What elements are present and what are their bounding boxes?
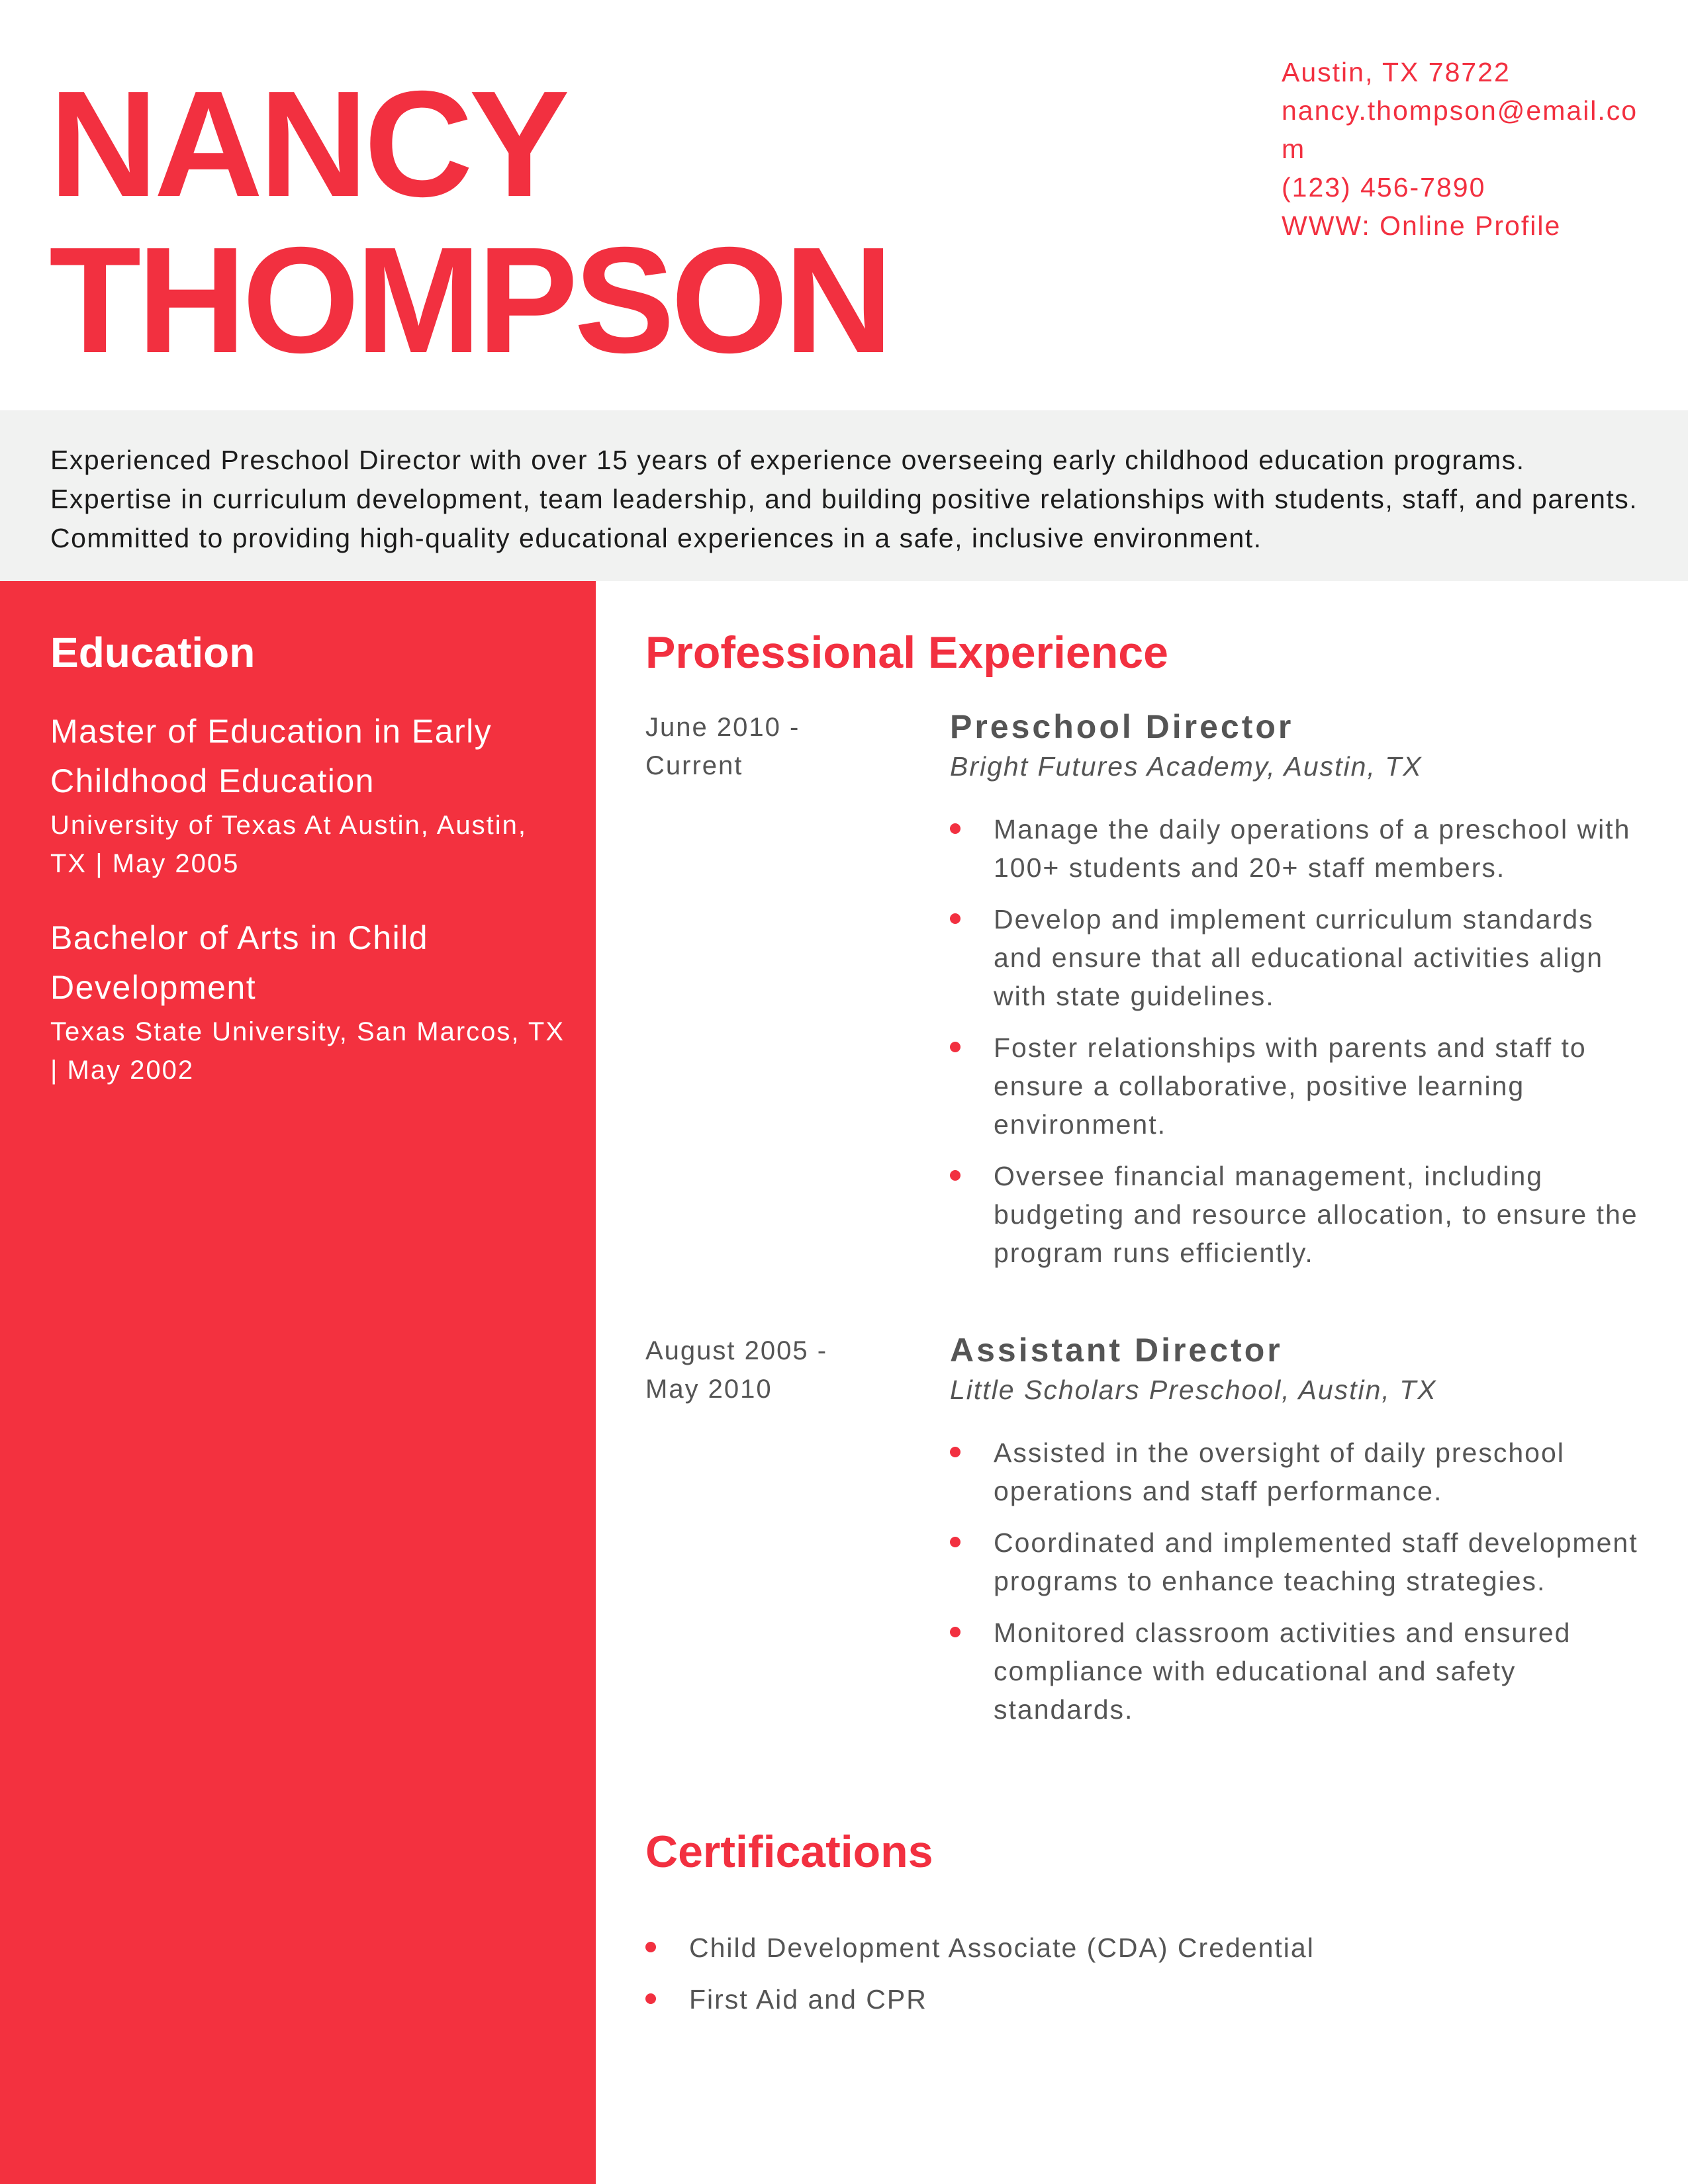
job-bullet [950, 810, 1652, 887]
bullet-dot-icon [950, 1627, 961, 1637]
education-sidebar [0, 581, 596, 2184]
job-bullet-text: Develop and implement curriculum standards and ensure that all educational activities align with state guidelines. [994, 904, 1604, 1011]
education-heading: Education [50, 629, 256, 676]
job-bullets [950, 1433, 1652, 1729]
bullet-dot-icon [950, 913, 961, 924]
certifications-heading: Certifications [645, 1827, 933, 1877]
job-company: Little Scholars Preschool, Austin, TX [950, 1375, 1437, 1405]
job-company: Bright Futures Academy, Austin, TX [950, 751, 1423, 782]
job-bullet-text: Assisted in the oversight of daily preschool operations and staff performance. [994, 1437, 1565, 1506]
job-bullet-text: Oversee financial management, including budgeting and resource allocation, to ensure the program runs efficiently. [994, 1161, 1638, 1268]
education-school: Texas State University, San Marcos, TX | May 2002 [50, 1017, 565, 1085]
job-date: August 2005 - May 2010 [645, 1336, 828, 1404]
certification-item [645, 1929, 1652, 1967]
certification-text: First Aid and CPR [689, 1984, 927, 2015]
job-title: Assistant Director [950, 1332, 1283, 1369]
contact-phone[interactable]: (123) 456-7890 [1282, 172, 1486, 203]
job-bullet [950, 1524, 1652, 1600]
bullet-dot-icon [950, 1042, 961, 1052]
summary-text: Experienced Preschool Director with over 15 years of experience overseeing early childhood education programs. Expertise in curriculum development, team leadership, and building positive relationships with students, staff, and parents. Committed to providing high-quality educational experiences in a safe, inclusive environment. [50, 445, 1638, 553]
bullet-dot-icon [645, 1942, 656, 1952]
job-date: June 2010 - Current [645, 713, 800, 780]
job-bullets [950, 810, 1652, 1272]
job-body [950, 708, 1652, 1285]
certification-item [645, 1980, 1652, 2019]
education-list [50, 707, 567, 1120]
job-bullet [950, 1614, 1652, 1729]
summary-band [0, 410, 1688, 581]
education-item [50, 707, 567, 883]
certification-text: Child Development Associate (CDA) Credential [689, 1933, 1315, 1963]
job-bullet-text: Coordinated and implemented staff development programs to enhance teaching strategies. [994, 1527, 1638, 1596]
contact-website[interactable]: WWW: Online Profile [1282, 210, 1562, 241]
bullet-dot-icon [645, 1993, 656, 2004]
education-item [50, 913, 567, 1089]
candidate-name [49, 60, 1174, 385]
education-degree: Master of Education in Early Childhood Education [50, 713, 492, 799]
job-bullet-text: Monitored classroom activities and ensured compliance with educational and safety standards. [994, 1617, 1571, 1725]
last-name: THOMPSON [49, 216, 890, 385]
job-title: Preschool Director [950, 708, 1294, 745]
job-bullet [950, 1157, 1652, 1272]
job-bullet-text: Foster relationships with parents and staff to ensure a collaborative, positive learning environment. [994, 1032, 1587, 1140]
contact-location: Austin, TX 78722 [1282, 57, 1511, 87]
bullet-dot-icon [950, 1537, 961, 1547]
contact-info [1282, 53, 1652, 245]
job-body [950, 1332, 1652, 1742]
education-school: University of Texas At Austin, Austin, TX | May 2005 [50, 811, 528, 878]
bullet-dot-icon [950, 1170, 961, 1181]
job-bullet [950, 1028, 1652, 1144]
contact-email[interactable]: nancy.thompson@email.com [1282, 95, 1638, 164]
bullet-dot-icon [950, 823, 961, 834]
certifications-list [645, 1929, 1652, 2032]
job-bullet-text: Manage the daily operations of a preschool with 100+ students and 20+ staff members. [994, 814, 1631, 883]
education-degree: Bachelor of Arts in Child Development [50, 919, 429, 1006]
job-bullet [950, 900, 1652, 1015]
job-bullet [950, 1433, 1652, 1510]
bullet-dot-icon [950, 1447, 961, 1457]
experience-heading: Professional Experience [645, 627, 1168, 678]
first-name: NANCY [49, 60, 566, 228]
